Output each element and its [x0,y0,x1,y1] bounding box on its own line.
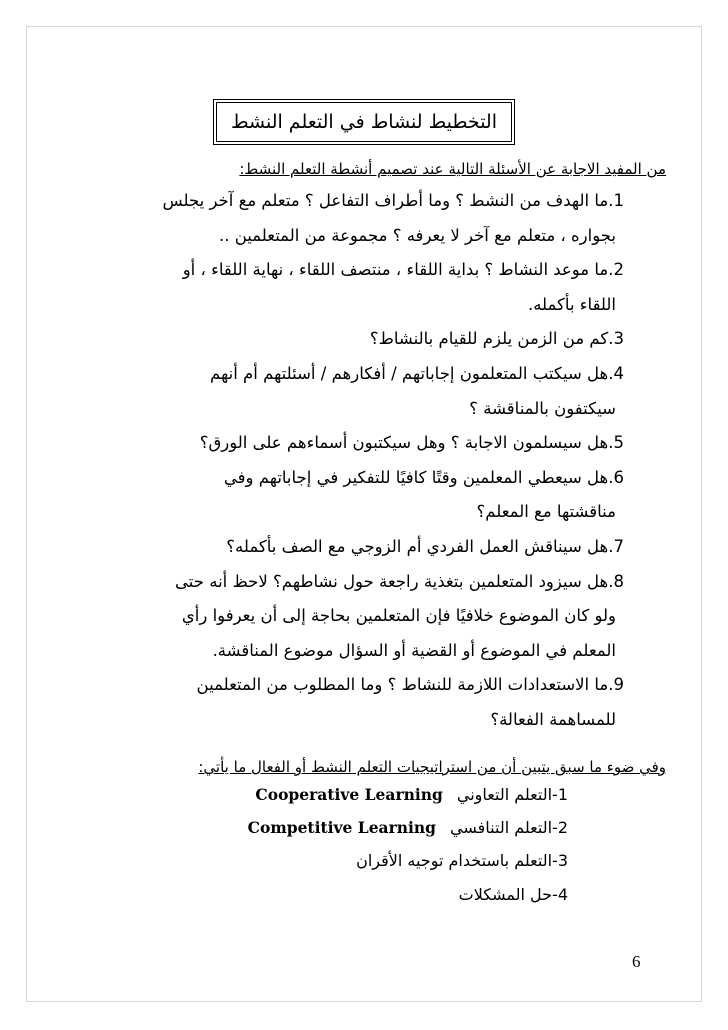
question-continuation: بجواره ، متعلم مع آخر لا يعرفه ؟ مجموعة من المتعلمين .. [218,225,616,245]
intro-text: من المفيد الاجابة عن الأسئلة التالية عند تصميم أنشطة التعلم النشط: [239,160,666,178]
question-item: 3.كم من الزمن يلزم للقيام بالنشاط؟ [369,329,624,349]
page-title: التخطيط لنشاط في التعلم النشط [230,111,498,133]
question-item: 4.هل سيكتب المتعلمون إجاباتهم / أفكارهم / أسئلتهم أم أنهم [210,364,624,383]
question-item: 7.هل سيناقش العمل الفردي أم الزوجي مع الصف بأكمله؟ [226,537,624,556]
question-item: 2.ما موعد النشاط ؟ بداية اللقاء ، منتصف اللقاء ، نهاية اللقاء ، أو [182,260,624,280]
question-item: 9.ما الاستعدادات اللازمة للنشاط ؟ وما المطلوب من المتعلمين [196,675,624,695]
question-item: 5.هل سيسلمون الاجابة ؟ وهل سيكتبون أسماءهم على الورق؟ [199,433,624,453]
strategy-arabic: 1-التعلم التعاوني [456,785,568,804]
question-continuation: سيكتفون بالمناقشة ؟ [469,398,616,418]
question-item: 1.ما الهدف من النشط ؟ وما أطراف التفاعل ؟ متعلم مع آخر يجلس [162,191,624,210]
strategy-item [459,885,568,904]
question-continuation: المعلم في الموضوع أو القضية أو السؤال موضوع المناقشة. [212,640,616,660]
strategy-item [248,818,568,837]
page-number: 6 [632,952,641,971]
title-box [213,99,515,145]
question-continuation: اللقاء بأكمله. [527,294,616,314]
strategy-arabic: 4-حل المشكلات [458,885,568,904]
strategy-english: Cooperative Learning [255,785,443,804]
question-continuation: ولو كان الموضوع خلافيًا فإن المتعلمين بحاجة إلى أن يعرفوا رأي [181,606,616,626]
strategy-item [356,851,568,870]
question-continuation: للمساهمة الفعالة؟ [490,710,616,729]
question-item: 6.هل سيعطي المعلمين وقتًا كافيًا للتفكير في إجاباتهم وفي [223,467,624,487]
strategy-item [255,785,568,804]
question-continuation: مناقشتها مع المعلم؟ [476,502,616,522]
strategies-intro: وفي ضوء ما سبق يتبين أن من استراتيجيات التعلم النشط أو الفعال ما يأتي: [198,758,666,776]
strategy-arabic: 3-التعلم باستخدام توجيه الأقران [356,851,568,870]
question-item: 8.هل سيزود المتعلمين بتغذية راجعة حول نشاطهم؟ لاحظ أنه حتى [175,571,624,591]
strategy-english: Competitive Learning [247,818,437,837]
strategy-arabic: 2-التعلم التنافسي [450,818,568,837]
